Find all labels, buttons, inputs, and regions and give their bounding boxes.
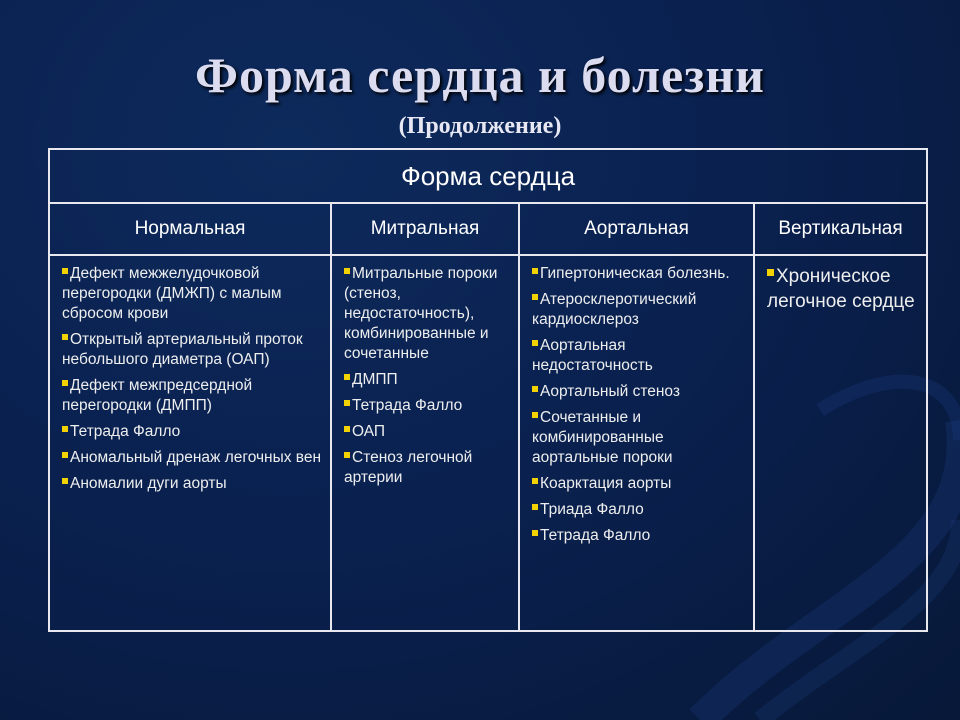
- column-header-normal: Нормальная: [50, 204, 330, 256]
- bullet-icon: [532, 412, 538, 418]
- bullet-icon: [62, 452, 68, 458]
- cell-aortic: [520, 258, 753, 552]
- cell-vertical: [755, 258, 926, 320]
- list-item: Аортальная недостаточность: [532, 337, 653, 374]
- list-item: Триада Фалло: [530, 500, 747, 520]
- list-item: ДМПП: [342, 370, 512, 390]
- list-item: Дефект межжелудочковой перегородки (ДМЖП) с малым сбросом крови: [62, 265, 282, 322]
- list-item: Коарктация аорты: [530, 474, 747, 494]
- bullet-icon: [344, 452, 350, 458]
- list-item: Открытый артериальный проток небольшого диаметра (ОАП): [62, 331, 303, 368]
- list-item: Аномалии дуги аорты: [60, 474, 324, 494]
- list-item: ОАП: [342, 422, 512, 442]
- bullet-icon: [344, 374, 350, 380]
- list-item: Тетрада Фалло: [530, 526, 747, 546]
- list-item: Дефект межпредсердной перегородки (ДМПП): [62, 377, 253, 414]
- column-header-aortic: Аортальная: [520, 204, 753, 256]
- list-item: Стеноз легочной артерии: [344, 449, 473, 486]
- list-item: Хроническое легочное сердце: [767, 266, 915, 312]
- bullet-icon: [532, 530, 538, 536]
- bullet-icon: [532, 268, 538, 274]
- bullet-icon: [532, 386, 538, 392]
- list-item: Тетрада Фалло: [342, 396, 512, 416]
- bullet-icon: [62, 268, 68, 274]
- bullet-icon: [344, 400, 350, 406]
- bullet-icon: [62, 426, 68, 432]
- bullet-icon: [62, 478, 68, 484]
- list-item: Митральные пороки (стеноз, недостаточность), комбинированные и сочетанные: [344, 265, 498, 362]
- list-item: Гипертоническая болезнь.: [530, 264, 747, 284]
- list-item: Аортальный стеноз: [530, 382, 747, 402]
- column-header-vertical: Вертикальная: [755, 204, 926, 256]
- bullet-icon: [532, 478, 538, 484]
- list-item: Атеросклеротический кардиосклероз: [532, 291, 697, 328]
- bullet-icon: [532, 504, 538, 510]
- column-header-mitral: Митральная: [332, 204, 518, 256]
- list-item: Сочетанные и комбинированные аортальные пороки: [532, 409, 673, 466]
- bullet-icon: [344, 426, 350, 432]
- slide-title: Форма сердца и болезни: [195, 47, 765, 103]
- slide-subtitle: (Продолжение): [398, 113, 562, 139]
- bullet-icon: [532, 340, 538, 346]
- table-header: Форма сердца: [50, 150, 926, 204]
- cell-mitral: [332, 258, 518, 494]
- list-item: Тетрада Фалло: [60, 422, 324, 442]
- bullet-icon: [532, 294, 538, 300]
- bullet-icon: [62, 380, 68, 386]
- cell-normal: [50, 258, 330, 500]
- heart-shape-table: [48, 148, 928, 632]
- bullet-icon: [767, 269, 774, 276]
- bullet-icon: [344, 268, 350, 274]
- bullet-icon: [62, 334, 68, 340]
- list-item: Аномальный дренаж легочных вен: [60, 448, 324, 468]
